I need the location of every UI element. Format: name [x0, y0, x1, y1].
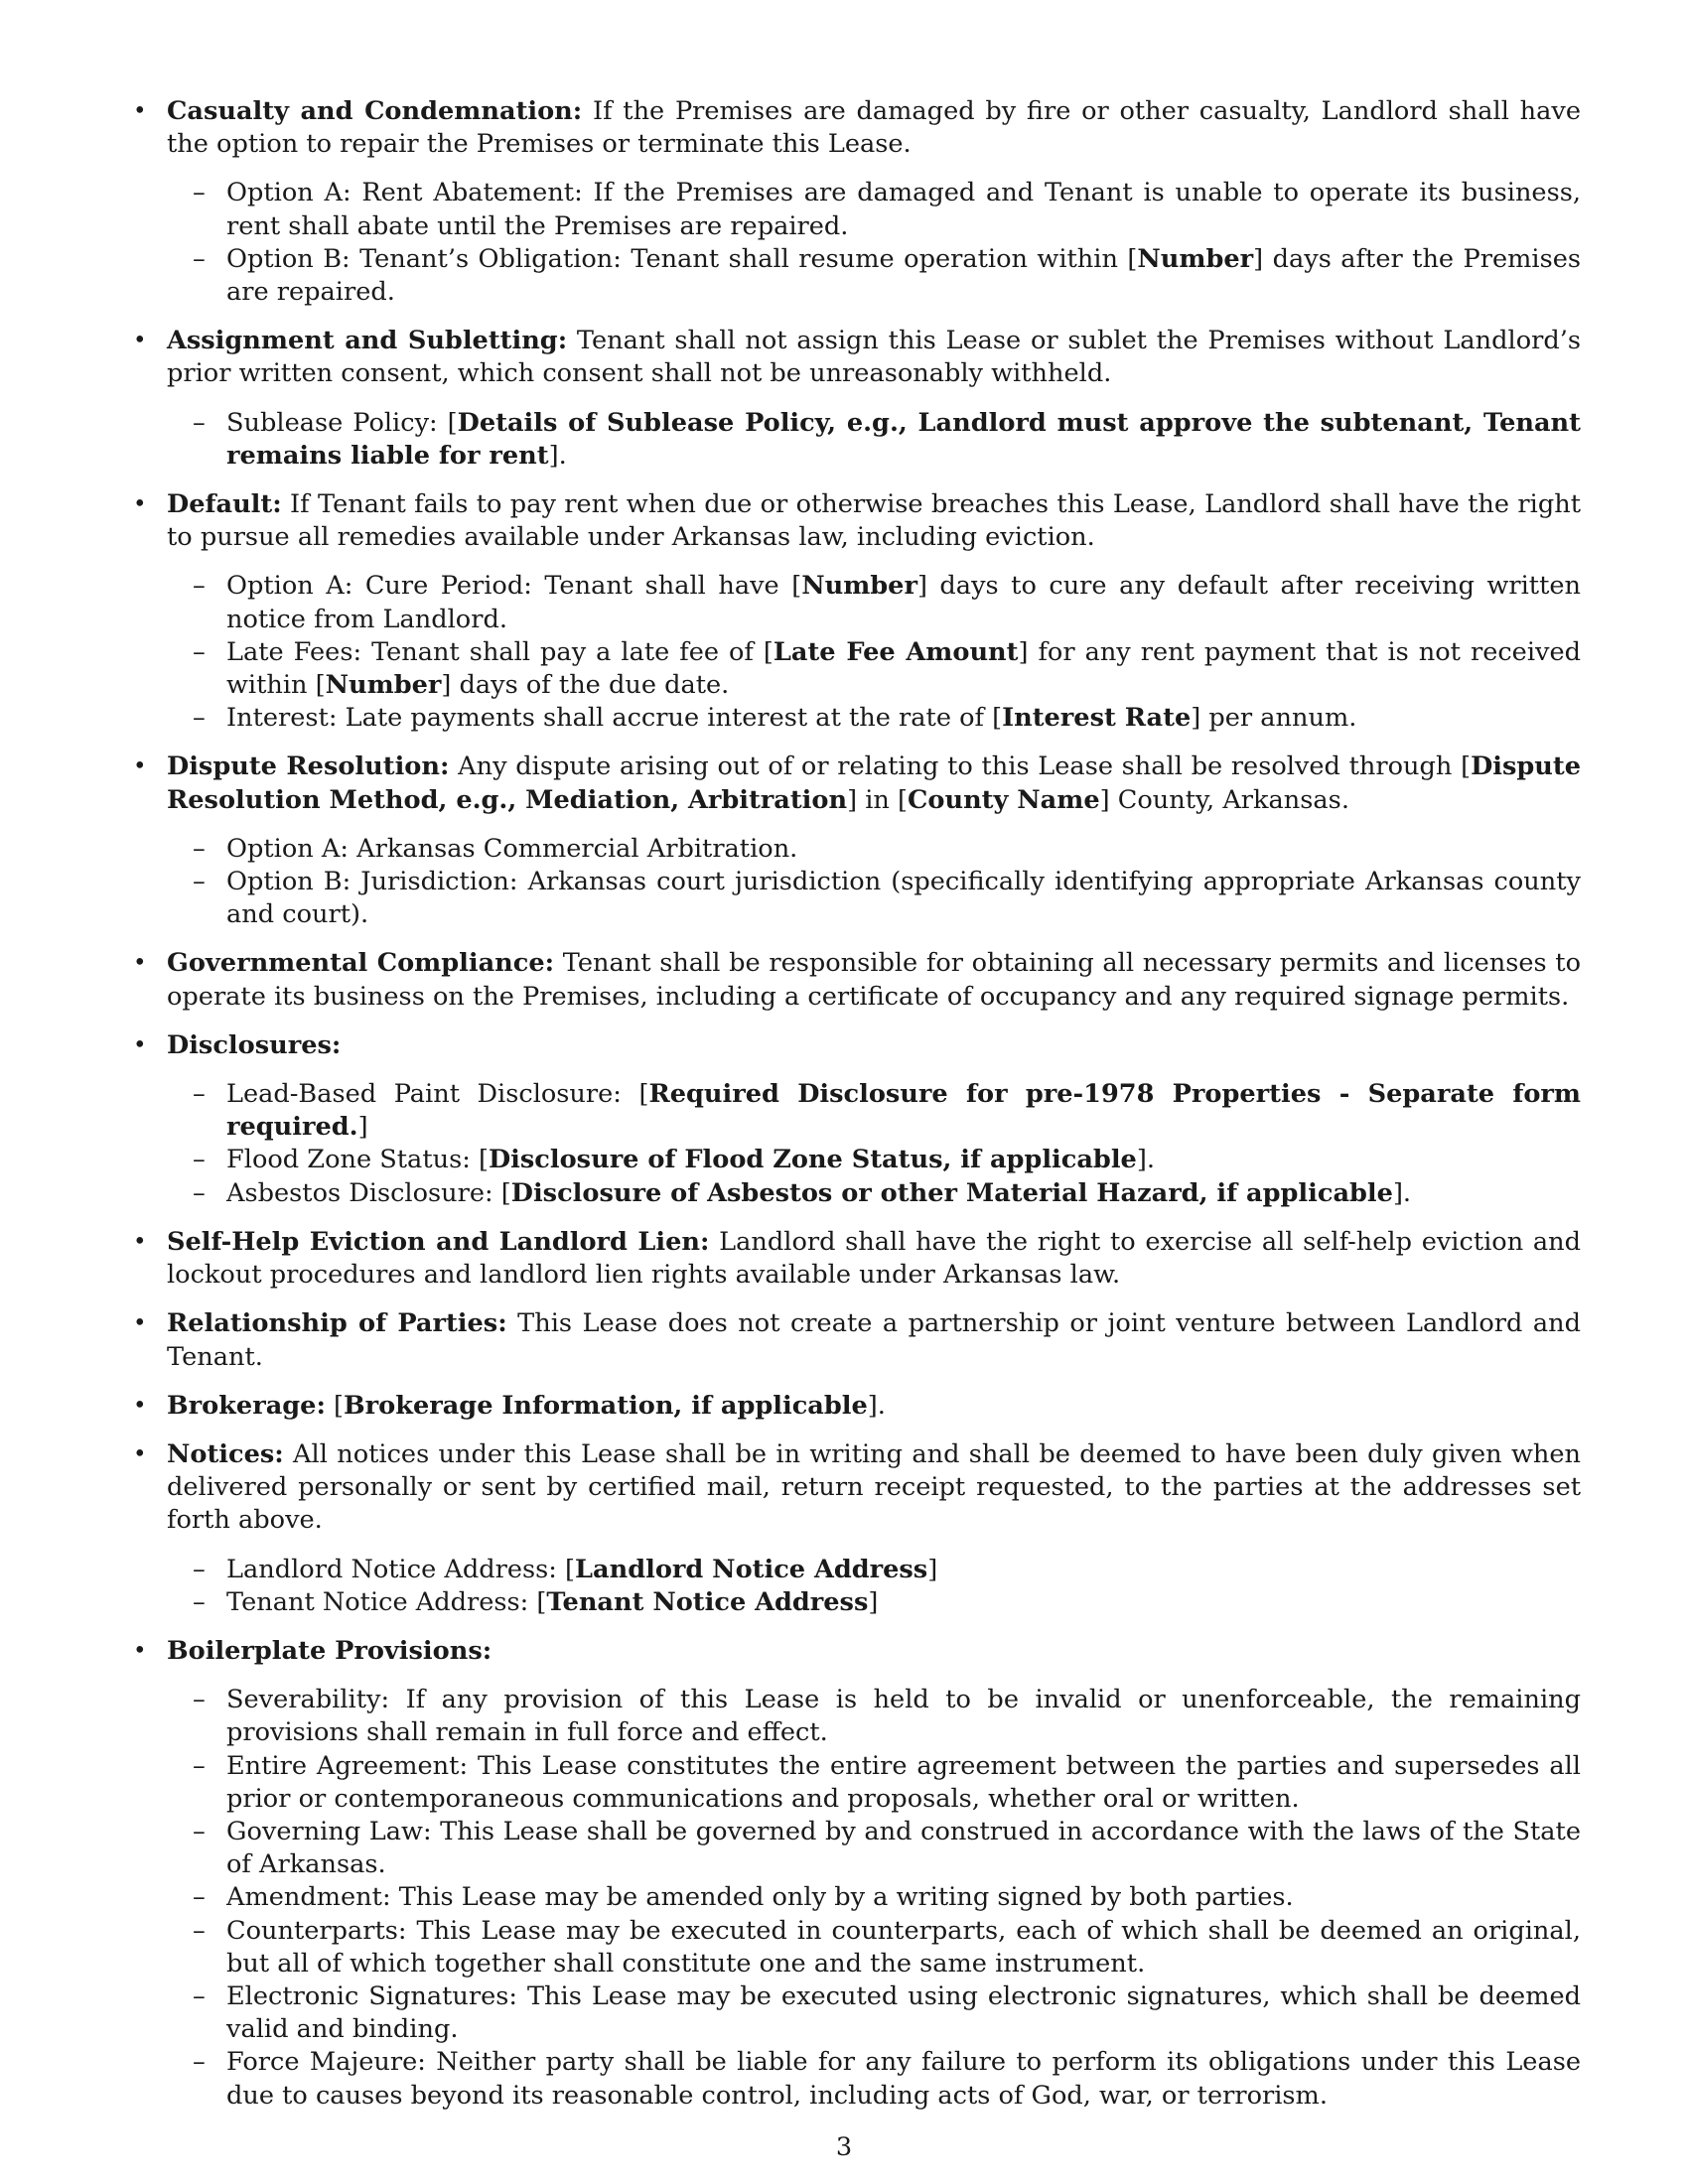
sub-item-text: ] [868, 1586, 879, 1617]
section-paragraph [167, 1226, 1581, 1292]
section-governmental-compliance [133, 947, 1581, 1013]
section-text: If the Premises are damaged by fire or other casualty, Landlord shall have the option to repair the Premises or terminate this Lease. [167, 96, 1581, 160]
section-notices [133, 1438, 1581, 1619]
sub-item [167, 866, 1581, 931]
dash-icon [193, 1586, 206, 1619]
placeholder-field: Late Fee Amount [773, 636, 1019, 667]
dash-icon [193, 1881, 206, 1914]
placeholder-field: Dispute Resolution Method, e.g., Mediation, Arbitration [167, 751, 1581, 815]
sub-item [167, 1881, 1581, 1914]
sub-list [167, 570, 1581, 735]
placeholder-field: Tenant Notice Address [546, 1586, 869, 1617]
bullet-icon [133, 751, 167, 783]
sub-item-text: Lead-Based Paint Disclosure: [ [226, 1079, 649, 1110]
section-text: Any dispute arising out of or relating to this Lease shall be resolved through [ [449, 751, 1472, 782]
placeholder-field: Number [325, 670, 442, 701]
sub-item [167, 243, 1581, 309]
dash-icon [193, 177, 206, 209]
section-text: Tenant shall not assign this Lease or sublet the Premises without Landlord’s prior written consent, which consent shall not be unreasonably withheld. [167, 326, 1581, 389]
section-title: Casualty and Condemnation: [167, 96, 583, 126]
bullet-icon [133, 1635, 167, 1668]
sub-item-text: Option B: Tenant’s Obligation: Tenant shall resume operation within [ [226, 243, 1138, 274]
sub-item-text: ] [357, 1112, 368, 1143]
sub-item [167, 177, 1581, 242]
bullet-icon [133, 947, 167, 980]
placeholder-field: Number [1137, 243, 1254, 274]
bullet-icon [133, 95, 167, 128]
sub-list [167, 1078, 1581, 1210]
sub-item [167, 1586, 1581, 1619]
placeholder-field: County Name [908, 784, 1100, 815]
section-brokerage [133, 1390, 1581, 1423]
section-self-help-eviction-and-landlord-lien [133, 1226, 1581, 1292]
sub-item-text: Asbestos Disclosure: [ [226, 1177, 511, 1208]
bullet-icon [133, 1226, 167, 1259]
section-text: ] in [ [847, 784, 909, 815]
document-body [133, 95, 1581, 2128]
dash-icon [193, 636, 206, 669]
sub-item [167, 570, 1581, 635]
bullet-icon [133, 325, 167, 357]
sub-item-text: ] per annum. [1191, 703, 1357, 734]
dash-icon [193, 1177, 206, 1210]
placeholder-field: Interest Rate [1002, 703, 1192, 734]
sub-item [167, 407, 1581, 473]
section-assignment-and-subletting [133, 325, 1581, 473]
sub-item [167, 1980, 1581, 2046]
sub-item [167, 833, 1581, 866]
section-title: Disclosures: [167, 1029, 342, 1060]
section-paragraph [167, 1029, 1581, 1062]
dash-icon [193, 1980, 206, 2013]
sub-item [167, 1816, 1581, 1881]
sub-item [167, 636, 1581, 702]
sub-list [167, 407, 1581, 473]
sub-item-text: Force Majeure: Neither party shall be liable for any failure to perform its obligations under this Lease due to causes beyond its reasonable control, including acts of God, war, or terrorism. [226, 2047, 1581, 2111]
bullet-icon [133, 1029, 167, 1062]
section-title: Boilerplate Provisions: [167, 1635, 492, 1666]
section-title: Assignment and Subletting: [167, 326, 568, 356]
sub-item-text: Late Fees: Tenant shall pay a late fee of [ [226, 636, 774, 667]
sub-item-text: Sublease Policy: [ [226, 407, 458, 438]
sub-list [167, 1554, 1581, 1619]
sub-item [167, 1915, 1581, 1980]
sub-item-text: ]. [548, 440, 567, 471]
bullet-icon [133, 1307, 167, 1340]
sub-item-text: ] days of the due date. [441, 670, 730, 701]
section-text: All notices under this Lease shall be in writing and shall be deemed to have been duly given when delivered personally or sent by certified mail, return receipt requested, to the parties at the addresses set forth above. [167, 1438, 1581, 1536]
section-paragraph [167, 751, 1581, 816]
section-relationship-of-parties [133, 1307, 1581, 1373]
dash-icon [193, 866, 206, 898]
section-text: This Lease does not create a partnership or joint venture between Landlord and Tenant. [167, 1308, 1581, 1372]
section-text: [ [325, 1390, 345, 1421]
dash-icon [193, 1144, 206, 1176]
section-text: Landlord shall have the right to exercise all self-help eviction and lockout procedures and landlord lien rights available under Arkansas law. [167, 1226, 1581, 1291]
dash-icon [193, 570, 206, 603]
sub-item-text: Amendment: This Lease may be amended only by a writing signed by both parties. [226, 1882, 1294, 1913]
placeholder-field: Required Disclosure for pre-1978 Properties - Separate form required. [226, 1079, 1582, 1143]
section-paragraph [167, 1635, 1581, 1668]
section-paragraph [167, 488, 1581, 554]
sub-item-text: ] days to cure any default after receiving written notice from Landlord. [226, 571, 1581, 634]
section-boilerplate-provisions [133, 1635, 1581, 2113]
section-paragraph [167, 1438, 1581, 1538]
sub-item [167, 1078, 1581, 1144]
section-disclosures [133, 1029, 1581, 1210]
sub-item-text: ]. [1392, 1177, 1412, 1208]
placeholder-field: Details of Sublease Policy, e.g., Landlord must approve the subtenant, Tenant remains liable for rent [226, 407, 1581, 471]
section-paragraph [167, 1307, 1581, 1373]
section-paragraph [167, 95, 1581, 161]
sub-item [167, 702, 1581, 735]
dash-icon [193, 1915, 206, 1948]
page-number: 3 [835, 2132, 853, 2162]
sub-item-text: Interest: Late payments shall accrue interest at the rate of [ [226, 703, 1003, 734]
placeholder-field: Disclosure of Asbestos or other Material Hazard, if applicable [510, 1177, 1393, 1208]
dash-icon [193, 1816, 206, 1848]
sub-item [167, 1684, 1581, 1749]
sub-item-text: Landlord Notice Address: [ [226, 1554, 576, 1584]
dash-icon [193, 2046, 206, 2079]
dash-icon [193, 833, 206, 866]
section-casualty-and-condemnation [133, 95, 1581, 309]
sub-item-text: Electronic Signatures: This Lease may be executed using electronic signatures, which shall be deemed valid and binding. [226, 1980, 1581, 2045]
sub-item-text: Governing Law: This Lease shall be governed by and construed in accordance with the laws of the State of Arkansas. [226, 1816, 1581, 1880]
sub-list [167, 1684, 1581, 2113]
dash-icon [193, 407, 206, 440]
sub-item-text: Option A: Rent Abatement: If the Premises are damaged and Tenant is unable to operate its business, rent shall abate until the Premises are repaired. [226, 178, 1581, 241]
sub-item-text: Severability: If any provision of this Lease is held to be invalid or unenforceable, the remaining provisions shall remain in full force and effect. [226, 1685, 1581, 1748]
section-title: Relationship of Parties: [167, 1308, 507, 1339]
section-default [133, 488, 1581, 735]
sub-item-text: Option A: Arkansas Commercial Arbitration. [226, 833, 798, 864]
sub-item [167, 1177, 1581, 1210]
sub-item-text: Flood Zone Status: [ [226, 1145, 489, 1175]
placeholder-field: Brokerage Information, if applicable [344, 1390, 868, 1421]
section-paragraph [167, 325, 1581, 390]
section-title: Notices: [167, 1438, 284, 1469]
sub-item [167, 1554, 1581, 1586]
section-title: Dispute Resolution: [167, 751, 450, 782]
section-title: Self-Help Eviction and Landlord Lien: [167, 1226, 710, 1257]
placeholder-field: Landlord Notice Address [575, 1554, 928, 1584]
section-paragraph [167, 947, 1581, 1013]
sub-item-text: Option A: Cure Period: Tenant shall have [ [226, 571, 802, 602]
sub-item-text: ]. [1136, 1145, 1155, 1175]
sub-item-text: ] for any rent payment that is not received within [ [226, 636, 1581, 701]
dash-icon [193, 1684, 206, 1716]
placeholder-field: Number [801, 571, 917, 602]
sub-item-text: Option B: Jurisdiction: Arkansas court jurisdiction (specifically identifying appropriate Arkansas county and court). [226, 867, 1581, 930]
sub-item [167, 1144, 1581, 1176]
sub-item-text: Entire Agreement: This Lease constitutes the entire agreement between the parties and supersedes all prior or contemporaneous communications and proposals, whether oral or written. [226, 1750, 1581, 1814]
sub-item [167, 2046, 1581, 2112]
dash-icon [193, 702, 206, 735]
dash-icon [193, 1554, 206, 1586]
dash-icon [193, 1750, 206, 1783]
sub-item-text: ] [927, 1554, 938, 1584]
section-text: ] County, Arkansas. [1099, 784, 1349, 815]
sub-list [167, 177, 1581, 309]
section-title: Default: [167, 489, 282, 520]
section-paragraph [167, 1390, 1581, 1423]
bullet-icon [133, 1390, 167, 1423]
placeholder-field: Disclosure of Flood Zone Status, if applicable [488, 1145, 1137, 1175]
section-text: If Tenant fails to pay rent when due or otherwise breaches this Lease, Landlord shall have the right to pursue all remedies available under Arkansas law, including eviction. [167, 489, 1581, 553]
sub-item [167, 1750, 1581, 1816]
sub-list [167, 833, 1581, 932]
bullet-icon [133, 1438, 167, 1471]
section-text: Tenant shall be responsible for obtaining all necessary permits and licenses to operate its business on the Premises, including a certificate of occupancy and any required signage permits. [167, 948, 1581, 1012]
dash-icon [193, 1078, 206, 1111]
sub-item-text: ] days after the Premises are repaired. [226, 243, 1582, 308]
dash-icon [193, 243, 206, 276]
sub-item-text: Tenant Notice Address: [ [226, 1586, 547, 1617]
section-title: Governmental Compliance: [167, 948, 555, 979]
section-title: Brokerage: [167, 1390, 326, 1421]
bullet-icon [133, 488, 167, 521]
section-text: ]. [867, 1390, 886, 1421]
sub-item-text: Counterparts: This Lease may be executed in counterparts, each of which shall be deemed an original, but all of which together shall constitute one and the same instrument. [226, 1915, 1581, 1979]
section-dispute-resolution [133, 751, 1581, 931]
